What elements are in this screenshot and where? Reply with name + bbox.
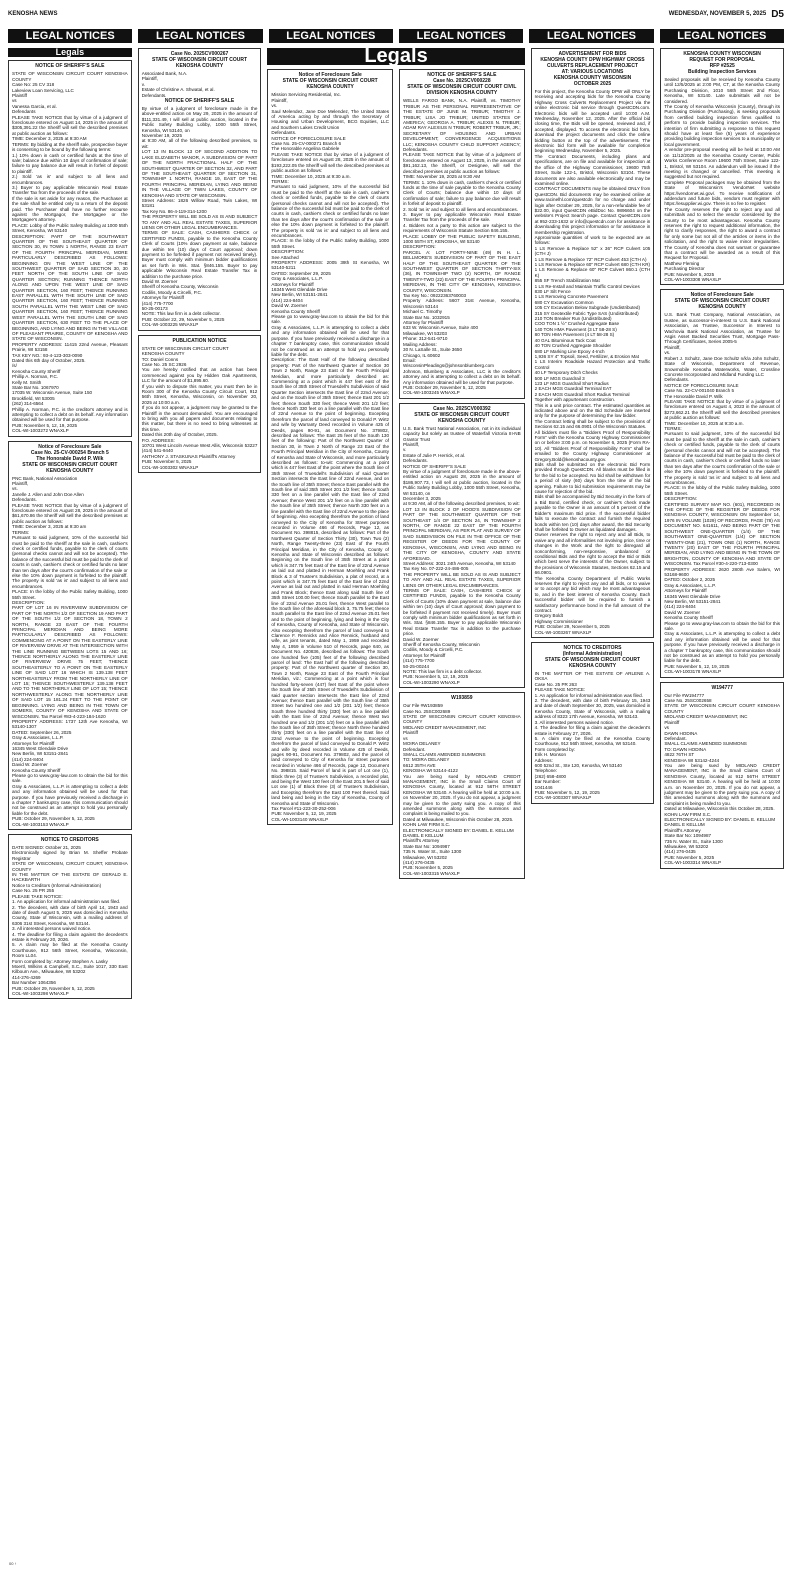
notice-subtitle: NOTICE OF SHERIFF'S SALE xyxy=(164,98,235,105)
notice-title: NOTICE OF SHERIFF'S SALE xyxy=(35,63,105,70)
advertisement-for-bids xyxy=(531,48,655,638)
small-claims-summons xyxy=(399,692,525,879)
column-6 xyxy=(660,48,784,1578)
notice-body: STATE OF WISCONSIN CIRCUIT COURT KENOSHA COUNTY Case No: 25 CV 318 Lakeview Loan Servicing, LLC Plaintiff vs Vanessa Garcia, et al. Defendants PLEASE TAKE NOTICE that by virtue of a judgment of foreclosure entered on August 14, 2025 in the amount of $305,391.22 the Sheriff will sell the described premises at public auction as follows: TIME: December 3, 2025 at 9:30 AM TERMS: By bidding at the sheriff sale, prospective buyer is consenting to be bound by the following terms: 1.) 10% down in cash or certified funds at the time of sale; balance due within 10 days of confirmation of sale; failure to pay balance due will result in forfeit of deposit to plaintiff. 2.) Sold 'as is' and subject to all liens and encumbrances. 3.) Buyer to pay applicable Wisconsin Real Estate Transfer Tax from the proceeds of the sale. If the sale is set aside for any reason, the Purchaser at the sale shall be entitled only to a return of the deposit paid. The Purchaser shall have no further recourse against the Mortgagor, the Mortgagee or the Mortgagee's attorney. PLACE: Lobby of the Public Safety Building at 1000 55th Street, Kenosha, WI 53140 DESCRIPTION: PART OF THE SOUTHWEST QUARTER OF THE SOUTHEAST QUARTER OF SECTION 30, IN TOWN 1 NORTH, RANGE 23 EAST OF THE FOURTH PRINCIPAL MERIDIAN, MORE PARTICULARLY DESCRIBED AS FOLLOWS: BEGINNING ON THE WEST LINE OF THE SOUTHWEST QUARTER OF SAID SECTION 30, 30 FEET NORTH OF THE SOUTH LINE OF SAID QUARTER SECTION; RUNNING THENCE NORTH ALONG AND UPON THE WEST LINE OF SAID QUARTER SECTION, 160 FEET; THENCE RUNNING EAST PARALLEL WITH THE SOUTH LINE OF SAID QUARTER SECTION, 160 FEET; THENCE RUNNING SOUTH PARALLEL WITH THE WEST LINE OF SAID QUARTER SECTION, 160 FEET; THENCE RUNNING WEST PARALLEL WITH THE SOUTH LINE OF SAID QUARTER SECTION, 630 FEET TO THE PLACE OF BEGINNING, AND LYING AND BEING IN THE VILLAGE OF PLEASANT PRAIRIE, COUNTY OF KENOSHA AND STATE OF WISCONSIN. PROPERTY ADDRESS: 11415 22nd Avenue, Pleasant Prairie, WI 53158 TAX KEY NO.: 93-4-123-303-0090 Dated this 6th day of October, 2025. /s/ Kenosha County Sheriff Phillip A. Norman, P.C. Kelly M. Smith State Bar No. 1067970 17035 W. Wisconsin Avenue, Suite 150 Brookfield, WI 53005 (262) 314-6564 Phillip A. Norman, P.C. is the creditor's attorney and is attempting to collect a debt on its behalf. Any information obtained will be used for that purpose. PUB: November 5, 12, 19, 2025 COL-WI-1003272 WNAXLP xyxy=(12,71,128,434)
notice-body: U.S. Bank Trust National Association, not in its individual capacity but solely as trustee of Waterfall Victoria III-NB Grantor Trust Plaintiff, v. Estate of Julie P. Herrick, et al. Defendants. NOTICE OF SHERIFF'S SALE By virtue of a judgment of foreclosure made in the above-entitled action on August 28, 2025 in the amount of $186,907.73, I will sell at public auction, located in the Public Safety Building Lobby, 1000 55th Street, Kenosha, WI 53140, on December 3, 2025 at 9:30 AM, all of the following described premises, to wit: LOT 13 IN BLOCK 2 OF HOOD'S SUBDIVISION OF PART OF THE SOUTHWEST QUARTER OF THE SOUTHEAST 1/4 OF SECTION 24, IN TOWNSHIP 2 NORTH, OF RANGE 22 EAST OF THE FOURTH PRINCIPAL MERIDIAN, AS PER PLAT AND SURVEY OF SAID SUBDIVISION ON FILE IN THE OFFICE OF THE REGISTER OF DEEDS FOR THE COUNTY OF KENOSHA, WISCONSIN, AND LYING AND BEING IN THE CITY OF KENOSHA, COUNTY AND STATE AFORESAID. Street Address: 3021 24th Avenue, Kenosha, WI 53140 Tax Key No. 07-222-24-486-005 THE PROPERTY WILL BE SOLD AS IS AND SUBJECT TO ANY AND ALL REAL ESTATE TAXES, SUPERIOR LIENS OR OTHER LEGAL ENCUMBRANCES. TERMS OF SALE: CASH, CASHIERS CHECK or CERTIFIED FUNDS, payable to the Kenosha County Clerk of Courts (10% down payment at sale, balance due within ten (10) days of Court approval; down payment to be forfeited if payment not received timely). Buyer must comply with minimum bidder qualifications as set forth in Wis. Stat. §846.155. Buyer to pay applicable Wisconsin Real Estate Transfer Tax in addition to the purchase price. David W. Zoerner Sheriff of Kenosha County, Wisconsin Codilis, Moody & Circelli, P.C. Attorneys for Plaintiff (414) 775-7700 50-25-00244 NOTE: This law firm is a debt collector. PUB: November 5, 12, 19, 2025 COL-WI-1003290 WNAXLP xyxy=(403,425,521,685)
notice-title: W194777 xyxy=(711,684,733,691)
notice-sheriff-sale xyxy=(399,69,525,398)
notice-to-creditors xyxy=(8,834,132,999)
section-header: LEGAL NOTICES xyxy=(399,29,523,43)
notice-to-creditors xyxy=(531,642,655,804)
masthead xyxy=(8,3,784,25)
legals-label: Legals xyxy=(8,48,132,57)
side-note: 00 ↑ xyxy=(9,1560,17,1566)
notice-body: U.S. Bank Trust Company, National Association, as trustee, as successor-in-interest to U.S. Bank National Association, as Trustee, Successor in Interest to Wachovia Bank National Association, as Trustee for Asgis Asset Backed Securities Trust, Mortgage Pass-Through Certificates, Series 2005-5 Plaintiff, vs. Robert J. Schultz, Jane Doe Schultz n/k/a John Schultz, State of Wisconsin, Department of Revenue, Snowmobile Kenosha Waterworks, Water, Crossline Concrete Incorporated and Midland Funding LLC Defendants. NOTICE OF FORECLOSURE SALE Case No. 22-CV-001040 Branch 5 The Honorable David P. Wilk PLEASE TAKE NOTICE that by virtue of a judgment of foreclosure entered on August 4, 2023 in the amount of $273,662.21 the Sheriff will sell the described premises at public auction as follows: TIME: December 10, 2025 at 9:30 a.m. TERMS: Pursuant to said judgment, 10% of the successful bid must be paid to the sheriff at the sale in cash, cashier's check or certified funds, payable to the clerk of courts (personal checks cannot and will not be accepted). The balance of the successful bid must be paid to the clerk of courts in cash, cashier's check or certified funds no later than ten days after the court's confirmation of the sale or else the 10% down payment is forfeited to the plaintiff. The property is sold 'as is' and subject to all liens and encumbrances. PLACE: In the lobby of the Public Safety Building, 1000 55th Street. DESCRIPTION: CERTIFIED SURVEY MAP NO. (601), RECORDED IN THE OFFICE OF THE REGISTER OF DEEDS FOR KENOSHA COUNTY, WISCONSIN ON September 14, 1976 IN VOLUME (1029) OF RECORDS, PAGE (78) AS DOCUMENT NO. 641611, AND BEING PART OF THE SOUTHWEST ONE-QUARTER (1/4) OF THE SOUTHWEST ONE-QUARTER (1/4) OF SECTION TWENTY-ONE (21), TOWN ONE (1) NORTH, RANGE TWENTY (20) EAST OF THE FOURTH PRINCIPAL MERIDIAN, AND LYING AND BEING IN THE TOWN OF BRIGHTON, COUNTY OF KENOSHA AND STATE OF WISCONSIN. Tax Parcel #30-4-220-713-0300 PROPERTY ADDRESS: 2620 280th Ave Salem, WI 53168-9600 DATED: October 2, 2025 Gray & Associates, L.L.P. Attorneys for Plaintiff 16345 West Glendale Drive New Berlin, WI 53151-2841 (414) 224-8404 David W. Zoerner Kenosha County Sheriff Please go to www.gray-law.com to obtain the bid for this sale. Gray & Associates, L.L.P. is attempting to collect a debt and any information obtained will be used for that purpose. If you have previously received a discharge in a chapter 7 bankruptcy case, this communication should not be construed as an attempt to hold you personally liable for the debt. PUB: November 5, 12, 19, 2025 COL-WI-1003178 WNAXLP xyxy=(664,312,781,675)
notice-title: ADVERTISEMENT FOR BIDS KENOSHA COUNTY DPW HIGHWAY CROSS CULVERTS REPLACEMENT PROJECT AT: VARIOUS LOCATIONS KENOSHA COUNTY WISCONSIN OCTOBER 2025 xyxy=(540,51,645,87)
small-claims-summons xyxy=(660,682,784,869)
notice-title: PUBLICATION NOTICE xyxy=(172,337,227,344)
notice-title: KENOSHA COUNTY WISCONSIN REQUEST FOR PROPOSAL RFP #2525 Building Inspection Services xyxy=(683,51,761,75)
column-1 xyxy=(8,48,132,1578)
column-2 xyxy=(138,48,262,1578)
section-header: LEGAL NOTICES xyxy=(8,29,132,43)
notice-body: DATE SIGNED: October 21, 2025 Electronically signed by Brian M. Sheffer Probate Registrar STATE OF WISCONSIN, CIRCUIT COURT, KENOSHA COUNTY IN THE MATTER OF THE ESTATE OF GERALD E. HACKBARTH Notice to Creditors (Informal Administration) Case No. 25 PR 255 PLEASE TAKE NOTICE: 1. An application for informal administration was filed. 2. The decedent, with date of birth April 14, 1943 and date of death August 5, 2025 was domiciled in Kenosha County, State of Wisconsin, with a mailing address of 6306 31st Street, Kenosha, WI 53144. 3. All interested persons waived notice. 4. The deadline for filing a claim against the decedent's estate is February 20, 2026. 5. A claim may be filed at the Kenosha County Courthouse, 912 56th Street, Kenosha, Wisconsin, Room LL04. Form completed by: Attorney Stephen A. Lasky Moertl, Wilkins & Campbell, S.C., Suite 1017, 330 East Kilbourn Ave., Milwaukee, WI 53202 414-276-4269 Bar Number 1064356 PUB: October 29, November 5, 12, 2025 COL-WI-1003298 WNAXLP xyxy=(12,845,128,996)
notice-body: STATE OF WISCONSIN CIRCUIT COURT KENOSHA COUNTY TO: Daniel Conns Case No. 25 SC 2926 You are hereby notified that an action has been commenced against you by Hidden Oak Apartments, LLC for the amount of $1,895.60. If you wish to dispute this matter, you must then be in Room 300 of the Kenosha County Circuit Court, 912 56th Street, Kenosha, Wisconsin, on November 20, 2025 at 10:00 a.m. If you do not appear, a judgment may be granted to the Plaintiff in the amount demanded. You are encouraged to bring with you all papers and documents relating to this matter, but there is no need to bring witnesses at this time. Dated this 20th day of October, 2025. P.O. ADDRESS: 10701 West Lincoln Avenue West Allis, Wisconsin 53227 (414) 541-9440 ANTHONY J. STASKUNAS Plaintiff's Attorney PUB: November 5, 2025 COL-WI-1003302 WNAXLP xyxy=(141,345,258,470)
notice-foreclosure-sale xyxy=(8,441,132,830)
request-for-proposal xyxy=(660,48,784,285)
notice-body: IN THE MATTER OF THE ESTATE OF ARLENE A. OKSA Case No. 25 PR 263 PLEASE TAKE NOTICE: 1. An application for informal administration was filed. 2. The decedent, with date of birth February 15, 1943 and date of death September 30, 2025, was domiciled in Kenosha County, State of Wisconsin, with a mailing address of 8323 17th Avenue, Kenosha, WI 53143. 3. All interested persons waived notice. 4. The deadline for filing a claim against the decedent's estate is February 27, 2026. 5. A claim may be filed at the Kenosha County Courthouse, 912 56th Street, Kenosha, WI 53140. Form completed by: Erik H. Monson Address: 600 52nd St., Ste 120, Kenosha, WI 53140 Telephone: (262) 658-4800 Bar Number: 1041446 PUB: November 5, 12, 19, 2025 COL-WI-1003307 WNAXLP xyxy=(534,671,651,801)
notice-title: Notice of Foreclosure Sale Case No. 25-CV-000254 Branch 5 The Honorable David P. Wilk STATE OF WISCONSIN CIRCUIT COURT KENOSHA COUNTY xyxy=(22,443,118,474)
publication-notice xyxy=(138,335,262,473)
paper-name: KENOSHA NEWS xyxy=(8,11,58,17)
notice-sheriff-sale xyxy=(8,60,132,436)
notice-title: NOTICE OF SHERIFF'S SALE Case No. 2025CV000228 STATE OF WISCONSIN CIRCUIT COURT CIVIL DIVISION KENOSHA COUNTY xyxy=(407,72,517,97)
notice-body: By virtue of a judgment of foreclosure made in the above-entitled action on May 29, 2025 in the amount of $111,331.49, I will sell at public auction, located in the Public Safety Building Lobby, 1000 55th Street, Kenosha, WI 53140, on November 19, 2025 at 9:30 AM, all of the following described premises, to wit: LOT 13 IN BLOCK 13 OF SECOND ADDITION TO LAKE ELIZABETH MANOR, A SUBDIVISION OF PART OF THE NORTH FRACTIONAL HALF OF THE SOUTHWEST QUARTER OF SECTION 32, AND PART OF THE SOUTHEAST QUARTER OF SECTION 31, TOWNSHIP 1 NORTH, RANGE 19, EAST OF THE FOURTH PRINCIPAL MERIDIAN, LYING AND BEING IN THE VILLAGE OF TWIN LAKES, COUNTY OF KENOSHA AND STATE OF WISCONSIN. Street Address: 1826 Willow Road, Twin Lakes, WI 53181 Tax Key No. 86-4-119-314-1200 THE PROPERTY WILL BE SOLD AS IS AND SUBJECT TO ANY AND ALL REAL ESTATE TAXES, SUPERIOR LIENS OR OTHER LEGAL ENCUMBRANCES. TERMS OF SALE: CASH, CASHIERS CHECK or CERTIFIED FUNDS, payable to the Kenosha County Clerk of Courts (10% down payment at sale, balance due within ten (10) days of Court approval; down payment to be forfeited if payment not received timely). Buyer must comply with minimum bidder qualifications as set forth in Wis. Stat. §846.155. Buyer to pay applicable Wisconsin Real Estate Transfer Tax in addition to the purchase price. David W. Zoerner Sheriff of Kenosha County, Wisconsin Codilis, Moody & Circelli, P.C. Attorneys for Plaintiff (414) 775-7700 50-25-00173 NOTE: This law firm is a debt collector. PUB: October 22, 29, November 5, 2025 COL-WI-1003225 WNAXLP xyxy=(141,106,258,328)
notice-body: Our File #W194777 Case No. 25SC002658 STATE OF WISCONSIN CIRCUIT COURT KENOSHA COUNTY MIDLAND CREDIT MANAGEMENT, INC Plaintiff vs DAWN HODINA Defendant. SMALL CLAIMS AMENDED SUMMONS TO: DAWN HODINA 4822 76TH ST KENOSHA WI 53142-4244 You are being sued by MIDLAND CREDIT MANAGEMENT, INC in the Small Claims Court of KENOSHA County, located at 912 56TH STREET KENOSHA WI 53140. A hearing will be held at 10:00 a.m. on November 20, 2025. If you do not appear, a judgment may be given to the party suing you. A copy of this amended summons along with the summons and complaint is being mailed to you. Dated at Milwaukee, Wisconsin this October 28, 2025. KOHN LAW FIRM S.C. ELECTRONICALLY SIGNED BY: DANIEL E. KELLUM DANIEL E KELLUM Plaintiff's Attorney State Bar No: 1094987 735 N. Water St., Suite 1300 Milwaukee, WI 53202 (414) 276-0435 PUB: November 5, 2025 COL-WI-1003314 WNAXLP xyxy=(664,692,781,866)
notice-title: NOTICE TO CREDITORS xyxy=(40,837,99,844)
notice-title: Case No. 2025CV000267 STATE OF WISCONSIN CIRCUIT COURT KENOSHA COUNTY xyxy=(151,51,248,69)
section-headers xyxy=(8,29,784,43)
notice-body: PNC Bank, National Association Plaintiff, vs. Janelle J. Allen and John Doe Allen Defendants. PLEASE TAKE NOTICE that by virtue of a judgment of foreclosure entered on August 28, 2025 in the amount of $61,670.86 the Sheriff will sell the described premises at public auction as follows: TIME: December 3, 2025 at 9:30 am TERMS: Pursuant to said judgment, 10% of the successful bid must be paid to the sheriff at the sale in cash, cashier's check or certified funds, payable to the clerk of courts (personal checks cannot and will not be accepted). The balance of the successful bid must be paid to the clerk of courts in cash, cashier's check or certified funds no later than ten days after the court's confirmation of the sale or else the 10% down payment is forfeited to the plaintiff. The property is sold 'as is' and subject to all liens and encumbrances. PLACE: In the lobby of the Public Safety Building, 1000 55th Street. DESCRIPTION: PART OF LOT 16 IN RIVERVIEW SUBDIVISION OF PART OF THE NORTH 1/2 OF SECTION 19 AND PART OF THE SOUTH 1/2 OF SECTION 18, TOWN 2 NORTH, RANGE 23 EAST OF THE FOURTH PRINCIPAL MERIDIAN AND BEING MORE PARTICULARLY DESCRIBED AS FOLLOWS: COMMENCING AT A POINT ON THE EASTERLY LINE OF RIVERVIEW DRIVE AT THE INTERSECTION WITH THE LINE RUNNING BETWEEN LOTS 15 AND 16; THENCE NORTHERLY ALONG THE EASTERLY LINE OF RIVERVIEW DRIVE 75 FEET; THENCE SOUTHEASTERLY TO A POINT ON THE EASTERLY LINE OF SAID LOT 16 WHICH IS 139.138 FEET NORTHEASTERLY FROM THE NORTHERLY LINE OF LOT 15; THENCE SOUTHWESTERLY 139.138 FEET AND TO THE NORTHERLY LINE OF LOT 15; THENCE NORTHWESTERLY ALONG THE NORTHERLY LINE OF SAID LOT 15 181.24 FEET TO THE POINT OF BEGINNING. LYING AND BEING IN THE TOWN OF SOMERS, COUNTY OF KENOSHA AND STATE OF WISCONSIN. Tax Parcel #83-4-223-184-1620 PROPERTY ADDRESS: 1737 12th Ave Kenosha, WI 53140-1307 DATED: September 26, 2025 Gray & Associates, L.L.P. Attorneys for Plaintiff 16345 West Glendale Drive New Berlin, WI 53151-2841 (414) 224-8404 David W. Zoerner Kenosha County Sheriff Please go to www.gray-law.com to obtain the bid for this sale. Gray & Associates, L.L.P. is attempting to collect a debt and any information obtained will be used for that purpose. If you have previously received a discharge in a chapter 7 bankruptcy case, this communication should not be construed as an attempt to hold you personally liable for the debt. PUB: October 29, November 5, 12, 2025 COL-WI-1003153 WNAXLP xyxy=(12,475,128,827)
page-number: D5 xyxy=(771,8,784,20)
section-header: LEGAL NOTICES xyxy=(269,29,393,43)
issue-date: WEDNESDAY, NOVEMBER 5, 2025 xyxy=(668,11,767,17)
section-header: LEGAL NOTICES xyxy=(529,29,653,43)
notice-title: Notice of Foreclosure Sale STATE OF WISCONSIN CIRCUIT COURT KENOSHA COUNTY xyxy=(674,292,770,311)
notice-title: NOTICE TO CREDITORS (Informal Administration) STATE OF WISCONSIN CIRCUIT COURT KENOSHA COUNTY xyxy=(544,645,641,670)
legals-banner: Legals xyxy=(267,48,524,65)
notice-body: Our File #W193859 Case No. 25SC002689 STATE OF WISCONSIN CIRCUIT COURT KENOSHA COUNTY MIDLAND CREDIT MANAGEMENT, INC Plaintiff vs MOIRA DELANEY Defendant. SMALL CLAIMS AMENDED SUMMONS TO: MOIRA DELANEY 6612 35TH AVE KENOSHA WI 53144-4122 You are being sued by MIDLAND CREDIT MANAGEMENT, INC in the Small Claims Court of KENOSHA County, located at 912 56TH STREET KENOSHA WI 53140. A hearing will be held at 10:00 a.m. on November 20, 2025. If you do not appear, a judgment may be given to the party suing you. A copy of this amended summons along with the summons and complaint is being mailed to you. Dated at Milwaukee, Wisconsin this October 28, 2025. KOHN LAW FIRM S.C. ELECTRONICALLY SIGNED BY: DANIEL E. KELLUM DANIEL E KELLUM Plaintiff's Attorney State Bar No: 1094987 735 N. Water St., Suite 1300 Milwaukee, WI 53202 (414) 276-0435 PUB: November 5, 2025 COL-WI-1003315 WNAXLP xyxy=(403,703,521,876)
notice-sheriff-sale xyxy=(138,48,262,331)
notice-body: Mission Servicing Residential, Inc. Plaintiff, vs. Saul Melendez, Jane Doe Melendez, The United States of America acting by and through the Secretary of Housing and Urban Development, BCG Equities, LLC and Southern Lakes Credit Union Defendants. NOTICE OF FORECLOSURE SALE Case No. 25-CV-000271 Branch 6 The Honorable Angelina Gabriele PLEASE TAKE NOTICE that by virtue of a judgment of foreclosure entered on August 28, 2025 in the amount of $193,222.05 the Sheriff will sell the described premises at public auction as follows: TIME: December 10, 2025 at 9:30 a.m. TERMS: Pursuant to said judgment, 10% of the successful bid must be paid to the sheriff at the sale in cash, cashier's check or certified funds, payable to the clerk of courts (personal checks cannot and will not be accepted). The balance of the successful bid must be paid to the clerk of courts in cash, cashier's check or certified funds no later than ten days after the court's confirmation of the sale or else the 10% down payment is forfeited to the plaintiff. The property is sold 'as is' and subject to all liens and encumbrances. PLACE: In the lobby of the Public Safety Building, 1000 55th Street. DESCRIPTION: See Attached PROPERTY ADDRESS: 2005 39th St Kenosha, WI 53140-5211 DATED: September 29, 2025 Gray & Associates, L.L.P. Attorneys for Plaintiff 16345 West Glendale Drive New Berlin, WI 53151-2841 (414) 224-8404 David W. Zoerner Kenosha County Sheriff Please go to www.gray-law.com to obtain the bid for this sale. Gray & Associates, L.L.P. is attempting to collect a debt and any information obtained will be used for that purpose. If you have previously received a discharge in a chapter 7 bankruptcy case, this communication should not be construed as an attempt to hold you personally liable for the debt. Description: The East Half of the following described property: Part of the Northwest Quarter of Section 30 Town 2 North, Range 23 East of the Fourth Principal Meridian, and more particularly described as: Commencing at a point which is 447 feet east of the South line of 35th Street of Truesdell's Subdivision of said Quarter Section intersects the East line of 22nd Avenue; and on the South line of 35th Street; thence East 201 1/2 feet; thence South 330 feet; thence West 201 1/2 feet; thence North 330 feet on a line parallel with the East line of 22nd Avenue to the point of beginning. Excepting therefrom the parcel of land conveyed to Donald P. Wirtz and wife by Warranty Deed recorded in Volume 425 of Deeds, pages 90-91, as Document No. 379802, described as follows: The East 25 feet of the South 130 feet of the following: Part of the Northwest Quarter of Section 30, in Town 2 North of Range 23 East of the Fourth Principal Meridian in the City of Kenosha, County of Kenosha and State of Wisconsin, and more particularly described as follows: to-wit: Commencing at a point which is 447 feet East of the point where the South line of 35th Street of Truesdell's Subdivision of said Quarter Section intersects the East line of 22nd Avenue, and on the South line of 35th Street; thence East parallel with the South line of said 35th Street 201 1/2 feet; thence South 330 feet on a line parallel with the East line of 22nd Avenue; thence West 201 1/2 feet on a line parallel with the South line of 35th Street; thence North 330 feet on a line parallel with the East line of 22nd Avenue to the place of beginning. Also excepting therefrom the portion of land conveyed to the City of Kenosha for Street purposes recorded in Volume 466 of Records, Page 12, as Document No. 398815, described as follows: Part of the Northwest Quarter of Section Thirty (30), Town Two (2) North, Range Twenty-three (23) East of the Fourth Principal Meridian, in the City of Kenosha, County of Kenosha and State of Wisconsin described as follows: Beginning on the South line of 35th Street at a point which is 347.75 feet East of the East line of 22nd Avenue as laid out and platted in Herman Moehling and Frank Block & 3 of Trustee's Subdivision, a plat of record, at a point which is 347.75 feet East of the East line of 22nd Avenue as laid out and platted in said Herman Moehling and Frank Block; thence East along said South line of 35th Street 100.00 feet; thence South parallel to the East line of 22nd Avenue 25.01 feet, thence West parallel to the South line of the aforesaid block 3, 75.75 feet; thence South parallel to the East line of 22nd Avenue 25.01 feet and to the point of beginning, lying and being in the City of Kenosha, County of Kenosha, and State of Wisconsin. Also excepting therefrom the parcel of land conveyed to Clarence F. Rennicks and Alice Rennick, husband and wife, as joint tenants, dated May 1, 1959 and recorded May 4, 1959 in Volume 510 of Records, page 640, as Document No. 420836, described as follows: The South one hundred five (105) feet of the following described parcel of land: The East half of the following described property: Part of the Northwest quarter of Section 30, Town 2 North, Range 23 East of the Fourth Principal Meridian, viz.: Commencing at a point which is four hundred forty-seven (447) feet East of the point where the South line of 35th Street of Truesdell's Subdivision of said quarter section intersects the East line of 22nd Avenue; thence East parallel with the South line of 35th Street two hundred one and 1/2 (201 1/2) feet; thence South three hundred thirty (330) feet on a line parallel with the East line of 22nd Avenue; thence West two hundred one and 1/2 (201 1/2) feet on a line parallel with the South line of 35th Street; thence North three hundred thirty (330) feet on a line parallel with the East line of 22nd Avenue to the point of beginning. Excepting therefrom the parcel of land conveyed to Donald P. Wirtz and wife by deed recorded in Volume 425 of Deeds, pages 90-91, Document No. 379802, and the parcel of land conveyed to City of Kenosha for street purposes recorded in Volume 466 of Records, page 12, Document No. 398815. Said Parcel of land is part of Lot one (1), Block three (3) of Trustee's Subdivision, a recorded plat, and being the West 100 feet of the East 201.5 feet of said Lot one (1) of Block three (3) of Trustee's Subdivision, and Excepting therefrom the East 100 Feet thereof. Said land being and being in the City of Kenosha, County of Kenosha and State of Wisconsin. Tax Parcel #11-223-30-252-006 PUB: November 5, 12, 19, 2025 COL-WI-1003140 WNAXLP xyxy=(271,92,390,822)
notice-body: Associated Bank, N.A. Plaintiff, v. Estate of Christine A. Shwatal, et al. Defendants. xyxy=(141,71,215,98)
notice-body: WELLS FARGO BANK, N.A. Plaintiff, vs. TIMOTHY TRIBUR AS THE PERSONAL REPRESENTATIVE OF THE ESTATE OF JUNE M. TRIBUR; TIMOTHY J. TRIBUR; LISA JO TRIBUR; UNITED STATES OF AMERICA; GEORGIA A. TRIBUR; ALEXIS N. TRIBUR; ADAM RAY ALEXIUS N TRIBUR; ROBERT TRIBUR, JR.; SECRETARY OF HOUSING AND URBAN DEVELOPMENT; CONVERGENCE ACQUISITIONS LLC; KENOSHA COUNTY CHILD SUPPORT AGENCY; Defendants. PLEASE TAKE NOTICE that by virtue of a judgment of foreclosure entered on August 13, 2025, in the amount of $91,162.13, the Sheriff, or Designee, will sell the described premises at public auction as follows: TIME: November 19, 2025 at 9:30 AM TERMS: 1. 10% down in cash, cashier's check or certified funds at the time of sale payable to the Kenosha County Clerk of Courts; balance due within 10 days of confirmation of sale; failure to pay balance due will result in forfeit of deposit to plaintiff. 2. Sold 'as is' and subject to all liens and encumbrances. 3. Buyer to pay applicable Wisconsin Real Estate Transfer Tax from the proceeds of the sale. 4. Bidders not a party to this action are subject to the requirements of Wisconsin Statute Section 846.155. PLACE: LOBBY OF THE PUBLIC SAFETY BUILDING, 1000 55TH ST, KENOSHA, WI 53140 DESCRIPTION: PARCEL A: LOT FORTY-NINE (49) IN H. L. BELLMORE'S SUBDIVISION OF PART OF THE EAST HALF OF THE SOUTHEAST QUARTER OF THE SOUTHWEST QUARTER OF SECTION THIRTY-SIX (36), IN TOWNSHIP TWO (2) NORTH, OF RANGE TWENTY-TWO (22) EAST OF THE FOURTH PRINCIPAL MERIDIAN, IN THE CITY OF KENOSHA, KENOSHA COUNTY, WISCONSIN. Tax Key No.: 09222363760003 Property Address: 5607 31st Avenue, Kenosha, Wisconsin 53144 Michael C. Timothy State Bar No. 1032915 Attorney for Plaintiff 633 W. Wisconsin Avenue, Suite 400 Milwaukee, WI 53203 Phone: 312-541-9710 Mailing Address: 30 N. LaSalle St., Suite 3650 Chicago, IL 60602 Email: WisconsinPleadings@johnsonblumberg.com Johnson, Blumberg & Associates, LLC is the creditor's attorney and is attempting to collect a debt on its behalf. Any information obtained will be used for that purpose. PUB: October 29, November 5, 12, 2025 COL-WI-1003245 WNAXLP xyxy=(403,98,521,396)
notice-foreclosure-sale xyxy=(267,69,393,825)
column-3-4 xyxy=(267,48,524,1578)
column-5 xyxy=(531,48,655,1578)
notice-title: Case No. 2025CV000392 STATE OF WISCONSIN CIRCUIT COURT KENOSHA COUNTY xyxy=(414,405,510,424)
notice-columns xyxy=(8,48,784,1578)
notice-body: For this project, the Kenosha County DPW will ONLY be receiving and accepting bids for the Kenosha County Highway Cross Culverts Replacement Project via the online electronic bid service through QuestCDN.com. Electronic bids will be accepted until 10:00 A.M. Wednesday, November 12, 2025. After the official bid closing time, the Bids will be opened, reviewed and, if accepted, displayed. To access the electronic bid form, download the project documents and click the online bidding button at the top of the advertisement. The electronic bid form will be available for completion beginning Wednesday, November 5, 2025. The Contract Documents, including plans and specifications, are on file and available for inspection at the office of the Highway Commissioner, 19600 75th Street, Suite 122-1, Bristol, Wisconsin 53104. These documents are also available electronically and may be examined online. CONTRACT DOCUMENTS may be obtained ONLY from QuestCDN. Bid documents may be examined online at www.racinelhl.com/questcdn for no charge and under login after October 29, 2025, for a non-refundable fee of $22.00, input QuestCDN eBidDoc No. 9896604 on the website's Project Search page. Contact QuestCDN.com at 952-233-1632 or info@questcdn.com for assistance in downloading this project information or for assistance in membership registration. Approximate quantities of work to be expected are as follows: 1 LS Remove & Replace 52" x 36" RCP Culvert 105 (CTH J) 1 LS Remove & Replace 72" RCP Culvert 453 (CTH A) 1 LS Remove & Replace 60" RCP Culvert 680 (CTH KR) 1 LS Remove & Replace 60" RCP Culvert 860.1 (CTH K) 855 SF Trench Stabilization Mat 1 LS Re-Install and Maintain Traffic Control Devices 830 LF Silt Fence 1 LS Removing Concrete Pavement 680 CY Excavation Common 105 CY Excavation Below Subgrade (Undistributed) 315 SY Geotextile Fabric Type SAS (Undistributed) 210 TON Breaker Run (Undistributed) COO TON 1 ½" Crushed Aggregate Base 140 TON HMA Pavement (3 LT 58-28 S) 80 TON HMA Pavement (4 LT 58-28 S) 40 GAL Bituminous Tack Coat 40 TON Crushed Aggregate Shoulder 680 LF Marking Line Epoxy 4-Inch 1,936 SY 4" Topsoil, Seed, Fertilizer, & Erosion Mat 1 LS Interim Roadside Hazard Protection and Traffic Control 40 LF Temporary Ditch Checks 500 LF MGS Guardrail 3 123 LF MGS Guardrail Short Radius 2 EACH MGS Guardrail Terminal EAT 2 EACH MGS Guardrail Short Radius Terminal Together with appurtenant construction. This is a unit price contract. The estimated quantities as indicated above and on the Bid Schedule are inserted only for the purpose of determining the low bidder. The Contract letting shall be subject to the provisions of Sections 62.15 and 66.0901 of the Wisconsin Statutes. All bidders must file a "Bidders Proof of Responsibility Form" with the Kenosha County Highway Commissioner on or before 3:00 p.m. on November 6, 2025 (Form RA-10). All "Bidders Proof of Responsibility Form" shall be emailed to the County Highway Commissioner at Gregory.Bold@kenoshacounty.gov. Bids shall be submitted on the electronic Bid Form provided through QuestCDN. All blanks must be filled in for the bid to be accepted. No bid shall be withdrawn for a period of sixty (60) days from the time of the bid opening. Failure to bid submission requirements may be cause for rejection of the bid. Bids shall be accompanied by Bid Security in the form of a Bid Bond, certified check, or cashier's check made payable to the Owner in an amount of 5 percent of the Bidder's maximum Bid price. If the successful bidder fails to execute the contract and furnish the required bonds within ten (10) days after award, the Bid Security shall be forfeited to Owner as liquidated damages. Owner reserves the right to reject any and all Bids, to waive any and all informalities not involving price, time or changes in the Work and the right to disregard all nonconforming, non-responsive, unbalanced or conditional Bids and the right to accept the Bid or Bids which best serve the interests of the Owner, subject to the provisions of Wisconsin Statutes, Sections 62.15 and 66.0901. The Kenosha County Department of Public Works reserves the right to reject any and all bids, or to waive or to accept any bid which may be most advantageous to, and in the best interest of Kenosha County. Each successful bidder will be required to furnish a satisfactory performance bond in the full amount of the contract. Gregory Boldt Highway Commissioner PUB: October 29, November 5, 2025 COL-WI-1003267 WNAXLP xyxy=(534,89,651,635)
section-header: LEGAL NOTICES xyxy=(138,29,262,43)
notice-foreclosure-sale xyxy=(660,289,784,677)
notice-body: Sealed proposals will be received by Kenosha County until 12/5/2025 at 2:00 PM, CT, at the Kenosha County Purchasing Division, 1010 56th Street 2nd Floor, Kenosha, WI 53140. Late submittals will not be considered. The County of Kenosha Wisconsin (County), through its Purchasing Division (Purchasing), is seeking proposals from certified building inspection firms qualified to perform to provide building inspection services. The intention of firm submitting a response to this request should have at least five (5) years of experience providing building inspection services to a municipality or local government. A vendor pre-proposal meeting will be held at 10:00 AM on 11/12/2025 at the Kenosha County Center, Public Works Conference Room 19600 75th Street, Suite 122-1, Bristol, WI 53104. An addendum will be issued if the meeting is changed or cancelled. This meeting is suggested but not required. Complete Proposal packages may be obtained from the State of Wisconsin's VendorNet website https://vendornet.wi.gov/. To receive notifications of addendum and future bids, vendors must register with https://esupplier.wi.gov. There is no fee to register. The County reserves the right to reject any and all submittals and to select the vendor considered by the County to be most advantageous. Kenosha County reserves the right to request additional information, the right to clarify responses, the right to award a contract for only some but not all of the articles or items in the solicitation, and the right to waive minor irregularities. The County of Kenosha does not warrant or guarantee that a contract will be awarded as a result of this Request for Proposal. Matthew Fleming Purchasing Director PUB: November 5, 2025 COL-WI-1003308 WNAXLP xyxy=(664,77,781,283)
notice-title: Notice of Foreclosure Sale STATE OF WISCONSIN CIRCUIT COURT KENOSHA COUNTY xyxy=(282,72,378,91)
section-header: LEGAL NOTICES xyxy=(660,29,784,43)
notice-title: W193859 xyxy=(451,695,473,702)
notice-sheriff-sale xyxy=(399,403,525,689)
